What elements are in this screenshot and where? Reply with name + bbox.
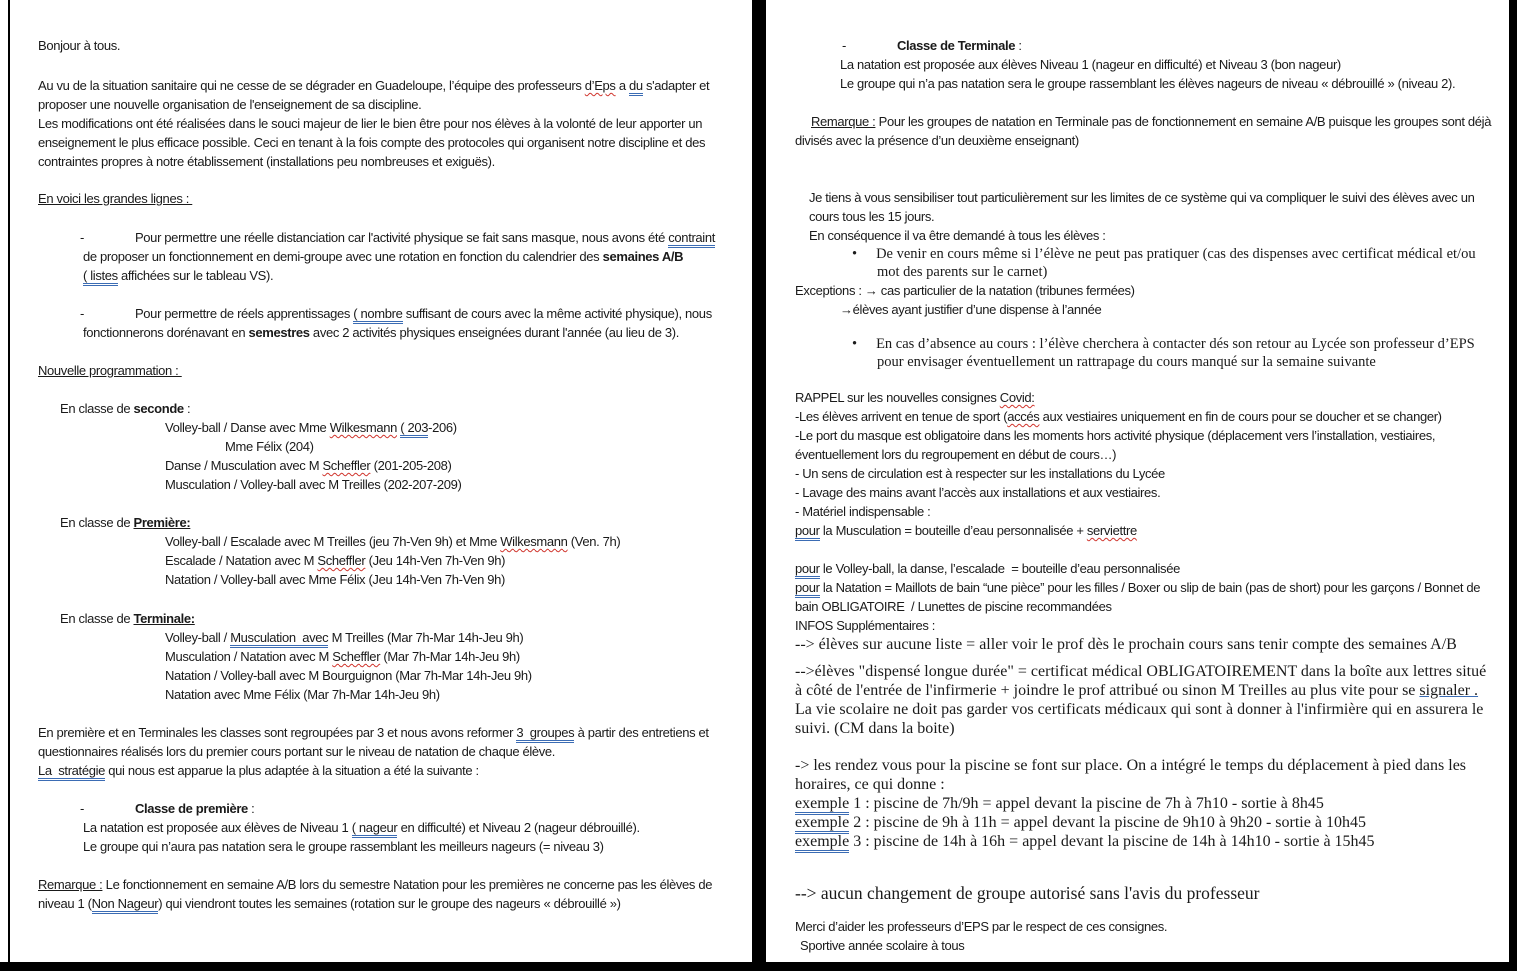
text-run: Sportive année scolaire à tous [800, 938, 965, 953]
heading-classe-premiere [38, 513, 715, 532]
text-run: Classe de première [134, 801, 248, 816]
grammar-flagged-text: exemple [795, 833, 849, 853]
detail-line [38, 837, 715, 856]
text-run: Les modifications ont été réalisées dans le souci majeur de lier le bien être pour nos élèves à la volonté de leur apporter un enseignement le plus efficace possible. Ceci en tenant à la fois compte des protocoles qui organisent notre discipline et des contraintes propres à notre établissement (installations peu nombreuses et exiguës). [38, 116, 709, 169]
grammar-flagged-text: exemple [795, 814, 849, 834]
programme-line [38, 456, 715, 475]
limites-paragraph [795, 188, 1495, 245]
text-run: - [842, 38, 846, 53]
text-run: Exceptions : → cas particulier de la natation (tribunes fermées) [795, 283, 1135, 298]
text-run: -206) [428, 420, 457, 435]
grammar-flagged-text: ( listes [83, 268, 118, 286]
spellcheck-flagged-text: accés [1007, 409, 1040, 424]
frame-right [1509, 0, 1517, 971]
text-run: Danse / Musculation avec M [165, 458, 323, 473]
text-run: En conséquence il va être demandé à tous les élèves : [809, 228, 1106, 243]
text-run: : [1015, 38, 1022, 53]
grammar-flagged-text: du [629, 78, 643, 96]
merci-line [795, 917, 1495, 936]
spellcheck-flagged-text: Scheffler [322, 458, 371, 473]
grammar-flagged-text: ( nageur [352, 820, 398, 838]
remarque-paragraph [795, 112, 1495, 150]
bullet-absence [795, 335, 1495, 371]
text-run: Remarque : [38, 877, 103, 892]
text-run: : [247, 801, 255, 816]
text-run: Musculation / Volley-ball avec M Treilles (202-207-209) [165, 477, 462, 492]
spellcheck-flagged-text: Covid: [999, 390, 1035, 405]
spellcheck-flagged-text: Scheffler [332, 649, 381, 664]
text-run: en difficulté) et Niveau 2 (nageur débrouillé). [397, 820, 640, 835]
detail-line [795, 74, 1495, 93]
text-run: - Matériel indispensable : [795, 504, 931, 519]
text-run: 3 : piscine de 14h à 16h = appel devant la piscine de 14h à 14h10 - sortie à 15h45 [849, 833, 1375, 850]
exemple-line [795, 813, 1495, 832]
heading-nouvelle-programmation [38, 361, 715, 380]
text-run: a [615, 78, 629, 93]
text-run: affichées sur le tableau VS). [117, 268, 274, 283]
grammar-flagged-text: pour [795, 561, 820, 579]
text-run: De venir en cours même si l’élève ne peut pas pratiquer (cas des dispenses avec certificat médical et/ou mot des parents sur le carnet) [876, 246, 1480, 280]
text-run: (Mar 7h-Mar 14h-Jeu 9h) [380, 649, 520, 664]
page-divider [752, 0, 766, 971]
text-run: En cas d’absence au cours : l’élève cherchera à contacter dés son retour au Lycée son professeur d’EPS pour envisager éventuellement un rattrapage du cours manqué sur la semaine suivante [876, 336, 1479, 370]
spellcheck-flagged-text: Wilkesmann [500, 534, 568, 549]
materiel-natation [795, 578, 1495, 616]
consigne-line [795, 464, 1495, 483]
text-run: --> élèves sur aucune liste = aller voir le prof dès le prochain cours sans tenir compte des semaines A/B [795, 636, 1457, 653]
rappel-heading [795, 388, 1495, 407]
exceptions-line [795, 281, 1495, 300]
text-run: -> les rendez vous pour la piscine se font sur place. On a intégré le temps du déplacement à pied dans les horaires, ce qui donne : [795, 757, 1471, 793]
text-run: Le groupe qui n’aura pas natation sera le groupe rassemblant les meilleurs nageurs (= niveau 3) [83, 839, 604, 854]
remarque-paragraph [38, 875, 715, 913]
text-run: -->élèves "dispensé longue durée" = certificat médical OBLIGATOIREMENT dans la boîte aux lettres situé à côté de l'entrée de l'infirmerie + joindre le prof attribué ou sinon M Treilles au plus vite pour se [795, 663, 1491, 699]
text-run: Musculation / Natation avec M [165, 649, 333, 664]
grammar-flagged-text: Non Nageur [92, 896, 159, 914]
text-run: à partir des entretiens et questionnaires réalisés lors du premier cours portant sur le niveau de natation de chaque élève. [38, 725, 712, 759]
exemple-line [795, 794, 1495, 813]
grammar-flagged-text: pour [795, 523, 820, 541]
consigne-line [795, 483, 1495, 502]
consigne-line [795, 426, 1495, 464]
text-run: - [80, 801, 84, 816]
text-run: Pour les groupes de natation en Terminale pas de fonctionnement en semaine A/B puisque les groupes sont déjà divisés avec la présence d’un deuxième enseignant) [795, 114, 1495, 148]
intro-paragraph [38, 76, 715, 171]
spellcheck-flagged-text: Scheffler [317, 553, 366, 568]
info-aucune-liste [795, 635, 1495, 654]
text-run: semaines A/B [602, 249, 684, 264]
grammar-flagged-text: ( 203 [400, 420, 428, 438]
text-run: Pour permettre de réels apprentissages [134, 306, 354, 321]
text-run: Au vu de la situation sanitaire qui ne cesse de se dégrader en Guadeloupe, l’équipe des professeurs [38, 78, 585, 93]
text-run: suffisant de cours avec la même activité physique), nous fonctionnerons dorénavant en [83, 306, 716, 340]
text-run: En classe de [60, 611, 134, 626]
programme-line [38, 532, 715, 551]
text-run: semestres [248, 325, 310, 340]
materiel-musculation [795, 521, 1495, 540]
text-run: La natation est proposée aux élèves Niveau 1 (nageur en difficulté) et Niveau 3 (bon nageur) [840, 57, 1341, 72]
info-changement-groupe [795, 881, 1495, 905]
consigne-line [795, 407, 1495, 426]
text-run: la Musculation = bouteille d’eau personnalisée + [819, 523, 1087, 538]
programme-line [38, 418, 715, 437]
grammar-flagged-text: 3 groupes [516, 725, 574, 743]
text-run: Merci d’aider les professeurs d’EPS par le respect de ces consignes. [795, 919, 1168, 934]
text-run: Natation / Volley-ball avec Mme Félix (Jeu 14h-Ven 7h-Ven 9h) [165, 572, 505, 587]
greeting [38, 36, 715, 55]
text-run: →élèves ayant justifier d’une dispense à l’année [840, 302, 1102, 317]
info-piscine [795, 756, 1495, 794]
grammar-flagged-text: ( nombre [353, 306, 402, 324]
grammar-flagged-text: Musculation avec [230, 630, 328, 648]
bullet-demi-groupe [38, 228, 719, 285]
text-run: --> aucun changement de groupe autorisé sans l'avis du professeur [795, 883, 1260, 903]
text-run: - [80, 230, 84, 245]
text-run: avec 2 activités physiques enseignées durant l'année (au lieu de 3). [309, 325, 679, 340]
programme-line [38, 437, 715, 456]
grammar-flagged-text: pour [795, 580, 820, 598]
text-run: Je tiens à vous sensibiliser tout particulièrement sur les limites de ce système qui va compliquer le suivi des élèves avec un cours tous les 15 jours. [809, 190, 1478, 224]
grammar-flagged-text: exemple [795, 795, 849, 815]
text-run: Pour permettre une réelle distanciation car l'activité physique se fait sans masque, nous avons été [134, 230, 669, 245]
text-run: Mme Félix (204) [225, 439, 314, 454]
text-run: En classe de [60, 401, 134, 416]
frame-bottom [0, 962, 1517, 971]
programme-line [38, 475, 715, 494]
heading-classe-seconde [38, 399, 715, 418]
text-run: ) qui viendront toutes les semaines (rotation sur le groupe des nageurs « débrouillé ») [158, 896, 621, 911]
text-run: s'adapter et proposer une nouvelle organisation de l'enseignement de sa discipline. [38, 78, 713, 112]
heading-grandes-lignes [38, 189, 715, 208]
text-run: Classe de Terminale [896, 38, 1016, 53]
page-left-border [8, 0, 10, 962]
bullet-venir-en-cours [795, 245, 1495, 281]
programme-line [38, 570, 715, 589]
text-run: Escalade / Natation avec M [165, 553, 318, 568]
text-run: -Le port du masque est obligatoire dans les moments hors activité physique (déplacement vers l’installation, vestiaires, éventuellement lors du regroupement en début de cours…) [795, 428, 1439, 462]
programme-line [38, 666, 715, 685]
groupes-paragraph [38, 723, 715, 780]
spellcheck-flagged-text: serviettre [1086, 523, 1137, 538]
bullet-classe-premiere [38, 799, 715, 818]
text-run: En voici les grandes lignes : [38, 191, 193, 206]
text-run: RAPPEL sur les nouvelles consignes [795, 390, 1000, 405]
info-dispense [795, 662, 1495, 738]
programme-line [38, 551, 715, 570]
text-run: Première: [133, 515, 191, 530]
text-run: seconde [133, 401, 184, 416]
text-run: Natation avec Mme Félix (Mar 7h-Mar 14h-Jeu 9h) [165, 687, 440, 702]
text-run: (Ven. 7h) [567, 534, 621, 549]
materiel-volley [795, 559, 1495, 578]
text-run: qui nous est apparue la plus adaptée à la situation a été la suivante : [105, 763, 479, 778]
spellcheck-flagged-text: d’Eps [584, 78, 616, 93]
text-run: Volley-ball / [165, 630, 231, 645]
text-run: - [80, 306, 84, 321]
spellcheck-flagged-text: Wilkesmann [329, 420, 397, 435]
bullet-classe-terminale [795, 36, 1495, 55]
text-run: Volley-ball / Danse avec Mme [165, 420, 330, 435]
infos-heading [795, 616, 1495, 635]
text-run: : [183, 401, 191, 416]
text-run: Natation / Volley-ball avec M Bourguignon (Mar 7h-Mar 14h-Jeu 9h) [165, 668, 532, 683]
grammar-flagged-text: contraint [668, 230, 715, 248]
grammar-flagged-text: La stratégie [38, 763, 105, 781]
text-run: • [852, 336, 858, 352]
text-run: 2 : piscine de 9h à 11h = appel devant la piscine de 9h10 à 9h20 - sortie à 10h45 [849, 814, 1366, 831]
text-run: Le groupe qui n’a pas natation sera le groupe rassemblant les élèves nageurs de niveau « débrouillé » (niveau 2). [840, 76, 1456, 91]
programme-line [38, 685, 715, 704]
text-run: En classe de [60, 515, 134, 530]
page-2 [765, 0, 1509, 962]
text-run: (201-205-208) [370, 458, 452, 473]
text-run: - Lavage des mains avant l’accès aux installations et aux vestiaires. [795, 485, 1161, 500]
programme-line [38, 628, 715, 647]
detail-line [38, 818, 715, 837]
text-run: La vie scolaire ne doit pas garder vos certificats médicaux qui sont à donner à l'infirmière qui en assurera le suivi. (CM dans la boite) [795, 682, 1488, 737]
text-run: (Jeu 14h-Ven 7h-Ven 9h) [365, 553, 506, 568]
text-run: INFOS Supplémentaires : [795, 618, 936, 633]
text-run: aux vestiaires uniquement en fin de cours pour se doucher et se changer) [1039, 409, 1442, 424]
bullet-semestres [38, 304, 715, 342]
exceptions-line [795, 300, 1495, 319]
text-run: Le fonctionnement en semaine A/B lors du semestre Natation pour les premières ne concerne pas les élèves de niveau 1 ( [38, 877, 716, 911]
text-run: Nouvelle programmation : [38, 363, 182, 378]
text-run: Bonjour à tous. [38, 38, 121, 53]
text-run: M Treilles (Mar 7h-Mar 14h-Jeu 9h) [328, 630, 524, 645]
text-run: - Un sens de circulation est à respecter sur les installations du Lycée [795, 466, 1165, 481]
consigne-line [795, 502, 1495, 521]
text-run: le Volley-ball, la danse, l’escalade = bouteille d’eau personnalisée [819, 561, 1180, 576]
text-run: Remarque : [811, 114, 876, 129]
text-run: 1 : piscine de 7h/9h = appel devant la piscine de 7h à 7h10 - sortie à 8h45 [849, 795, 1324, 812]
sportive-line [795, 936, 1495, 955]
programme-line [38, 647, 715, 666]
text-run: -Les élèves arrivent en tenue de sport ( [795, 409, 1008, 424]
text-run: • [852, 246, 858, 262]
exemple-line [795, 832, 1495, 851]
text-run: La natation est proposée aux élèves de Niveau 1 [83, 820, 352, 835]
text-run: Volley-ball / Escalade avec M Treilles (jeu 7h-Ven 9h) et Mme [165, 534, 501, 549]
text-run: signaler . [1419, 682, 1479, 699]
text-run: Terminale: [133, 611, 195, 626]
text-run: la Natation = Maillots de bain “une pièce” pour les filles / Boxer ou slip de bain (pas de short) pour les garçons / Bonnet de bain OBLIGATOIRE / Lunettes de piscine recommandées [795, 580, 1484, 614]
detail-line [795, 55, 1495, 74]
page-1 [10, 0, 751, 962]
text-run: En première et en Terminales les classes sont regroupées par 3 et nous avons reformer [38, 725, 517, 740]
heading-classe-terminale [38, 609, 715, 628]
text-run: de proposer un fonctionnement en demi-groupe avec une rotation en fonction du calendrier des [83, 230, 719, 264]
